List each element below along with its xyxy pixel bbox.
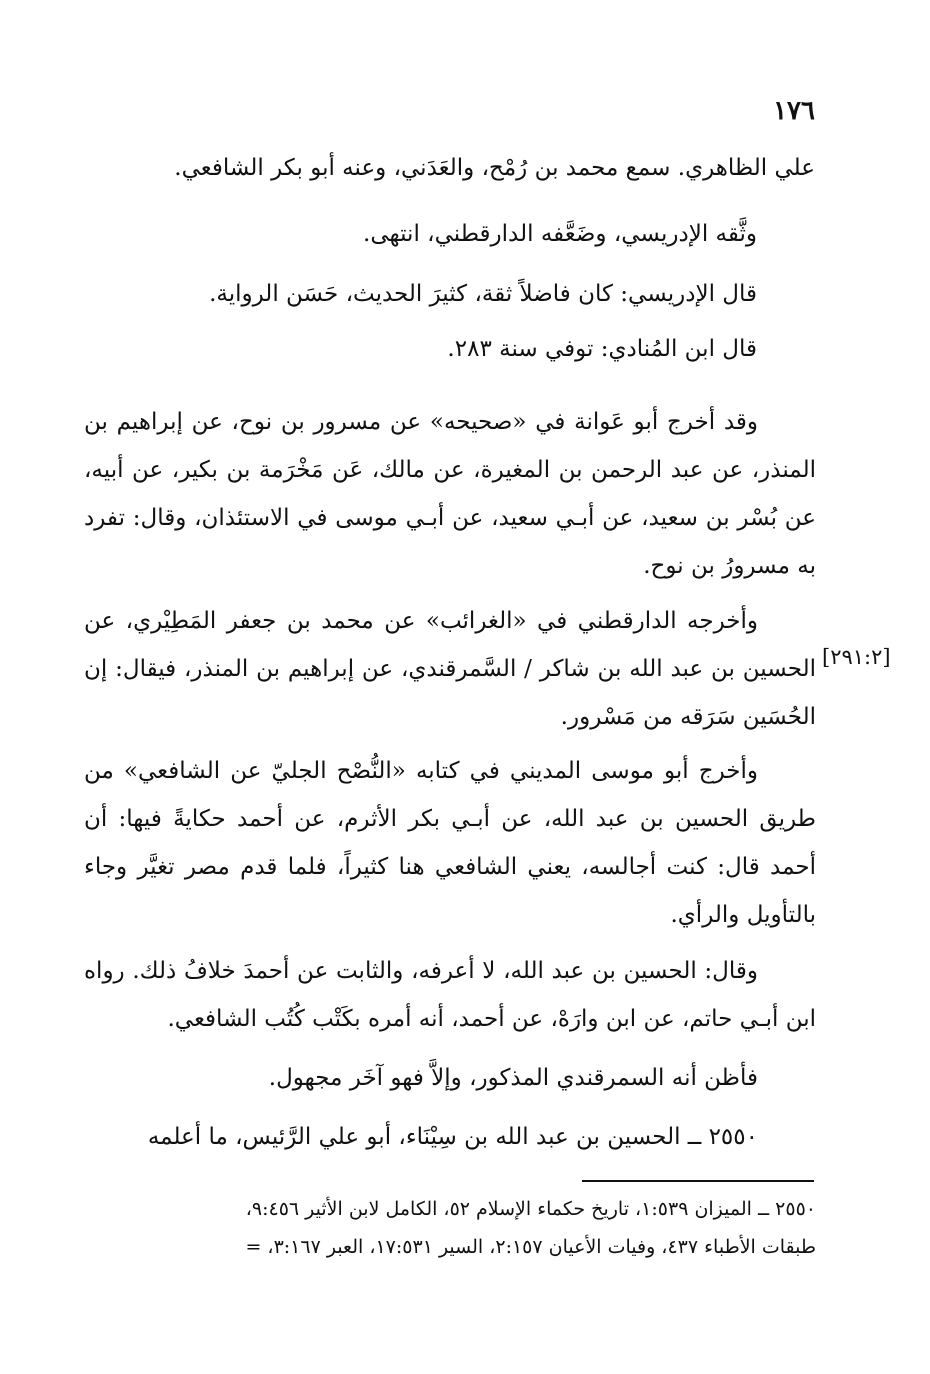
footnote-divider [582, 1180, 814, 1182]
text-line-2: وثَّقه الإدريسي، وضَعَّفه الدارقطني، انتهى. [363, 221, 757, 247]
paragraph-text: وقال: الحسين بن عبد الله، لا أعرفه، والثابت عن أحمدَ خلافُ ذلك. رواه ابن أبـي حاتم، عن ابن وارَهْ، عن أحمد، أنه أمره بكَتْب كُتُب الشافعي. [84, 958, 816, 1032]
paragraph-text: وقد أخرج أبو عَوانة في «صحيحه» عن مسرور بن نوح، عن إبراهيم بن المنذر، عن عبد الرحمن بن المغيرة، عن مالك، عَن مَخْرَمة بن بكير، عن أبيه، عن بُسْر بن سعيد، عن أبـي سعيد، عن أبـي موسى في الاستئذان، وقال: تفرد به مسرورُ بن نوح. [84, 409, 816, 579]
page-number: ١٧٦ [773, 96, 815, 126]
text-line-4: قال ابن المُنادي: توفي سنة ٢٨٣. [447, 336, 757, 362]
margin-volume-reference: [٢٩١:٢] [822, 645, 891, 669]
entry-heading-text: ٢٥٥٠ ــ الحسين بن عبد الله بن سِيْنَاء، أبو علي الرَّئيس، ما أعلمه [147, 1124, 758, 1150]
paragraph-conclusion [84, 1054, 816, 1102]
paragraph-abu-musa [84, 747, 816, 939]
text-line-3: قال الإدريسي: كان فاضلاً ثقة، كثيرَ الحديث، حَسَن الرواية. [209, 281, 757, 307]
paragraph-text: فأظن أنه السمرقندي المذكور، وإلاَّ فهو آخَر مجهول. [268, 1065, 758, 1091]
paragraph-abu-awana [84, 398, 816, 590]
text-line-1: علي الظاهري. سمع محمد بن رُمْح، والعَدَني، وعنه أبو بكر الشافعي. [174, 155, 815, 181]
paragraph-text: وأخرج أبو موسى المديني في كتابه «النُّصْح الجليّ عن الشافعي» من طريق الحسين بن عبد الله، عن أبـي بكر الأثرم، عن أحمد حكايةً فيها: أن أحمد قال: كنت أجالسه، يعني الشافعي هنا كثيراً، فلما قدم مصر تغيَّر وجاء بالتأويل والرأي. [84, 758, 816, 928]
paragraph-text: وأخرجه الدارقطني في «الغرائب» عن محمد بن جعفر المَطِيْري، عن الحسين بن عبد الله بن شاكر / السَّمرقندي، عن إبراهيم بن المنذر، فيقال: إن الحُسَين سَرَقه من مَسْرور. [84, 608, 816, 730]
footnote-block [84, 1190, 816, 1266]
paragraph-daraqutni [84, 597, 816, 741]
entry-2550 [84, 1113, 816, 1161]
footnote-line-2: طبقات الأطباء ٤٣٧، وفيات الأعيان ٢:١٥٧، السير ١٧:٥٣١، العبر ٣:١٦٧، = [245, 1236, 816, 1258]
paragraph-ahmad [84, 947, 816, 1043]
footnote-line-1: ٢٥٥٠ ــ الميزان ١:٥٣٩، تاريخ حكماء الإسلام ٥٢، الكامل لابن الأثير ٩:٤٥٦، [245, 1198, 816, 1220]
